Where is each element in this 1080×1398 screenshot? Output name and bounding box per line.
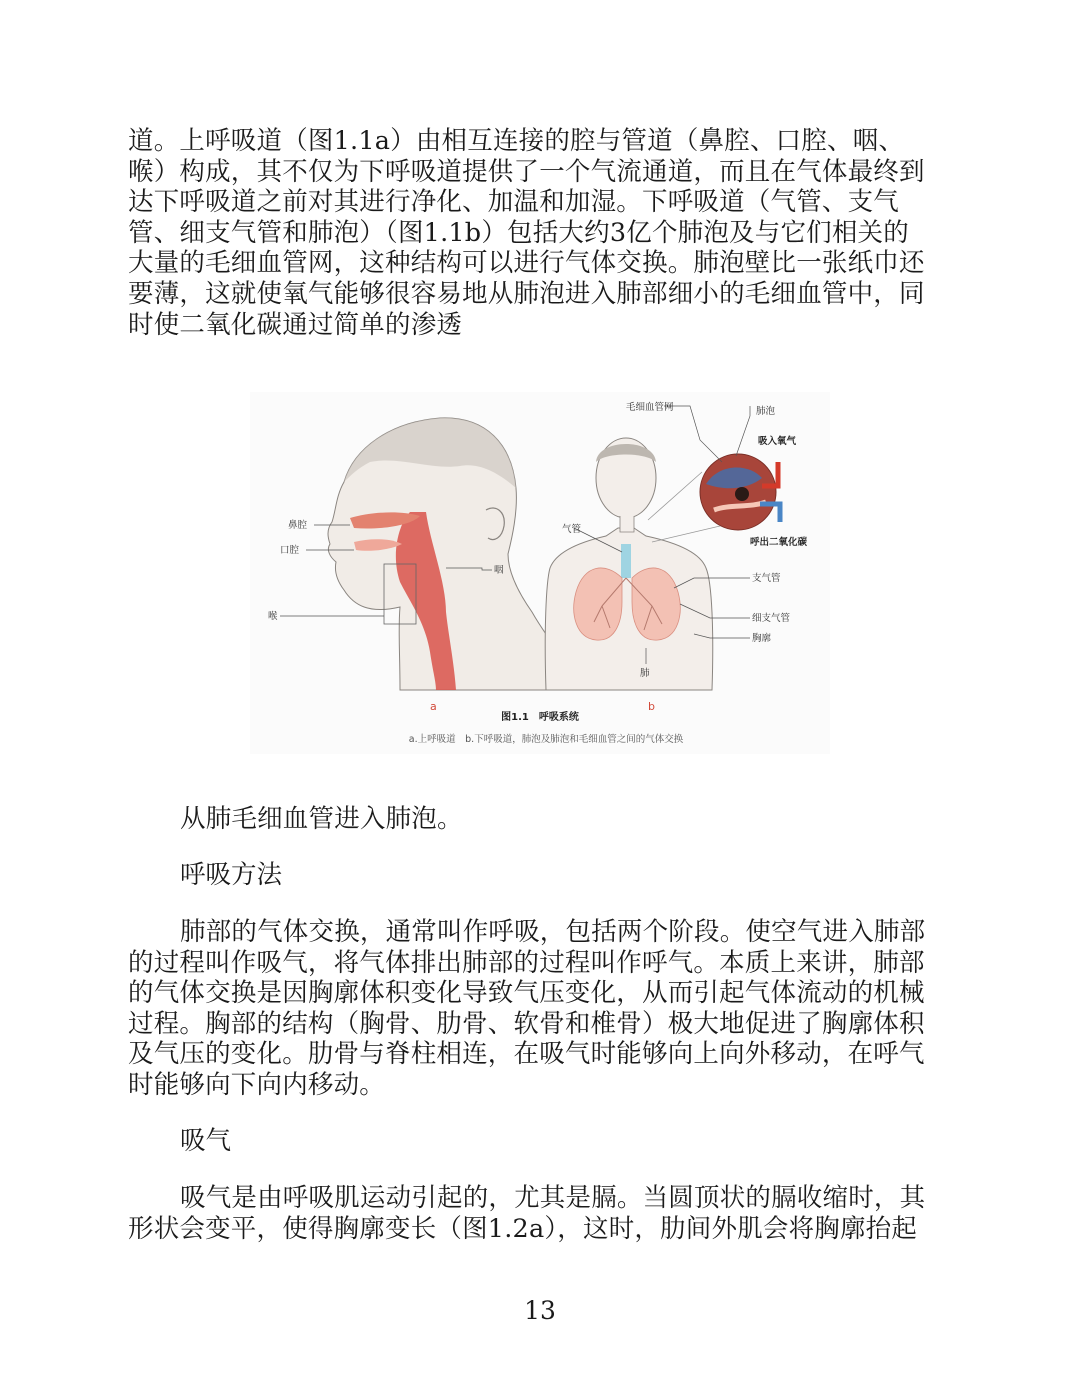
label-panel-a: a bbox=[430, 700, 437, 713]
text-line: 达下呼吸道之前对其进行净化、加温和加湿。下呼吸道（气管、支气 bbox=[128, 187, 900, 218]
figure-caption-title: 图1.1 呼吸系统 bbox=[501, 712, 579, 723]
text-line: 时能够向下向内移动。 bbox=[128, 1069, 386, 1100]
text-line: 时使二氧化碳通过简单的渗透 bbox=[128, 309, 463, 340]
paragraph-3 bbox=[128, 917, 950, 1101]
text-line: 形状会变平，使得胸廓变长（图1.2a），这时，肋间外肌会将胸廓抬起 bbox=[128, 1213, 918, 1244]
label-ribcage: 胸廓 bbox=[752, 633, 772, 644]
label-larynx: 喉 bbox=[268, 611, 278, 622]
section-heading-breathing-method: 呼吸方法 bbox=[180, 860, 283, 890]
text-line: 的气体交换是因胸廓体积变化导致气压变化，从而引起气体流动的机械 bbox=[128, 978, 925, 1009]
page-number: 13 bbox=[524, 1296, 556, 1325]
text-line: 道。上呼吸道（图1.1a）由相互连接的腔与管道（鼻腔、口腔、咽、 bbox=[128, 126, 905, 156]
label-exhale-co2: 呼出二氧化碳 bbox=[750, 537, 808, 548]
text-line: 过程。胸部的结构（胸骨、肋骨、软骨和椎骨）极大地促进了胸廓体积 bbox=[128, 1008, 925, 1039]
figure-caption-subtitle: a.上呼吸道 b.下呼吸道，肺泡及肺泡和毛细血管之间的气体交换 bbox=[408, 734, 684, 745]
section-heading-inhalation: 吸气 bbox=[180, 1126, 232, 1156]
text-line: 喉）构成，其不仅为下呼吸道提供了一个气流通道，而且在气体最终到 bbox=[128, 156, 925, 187]
paragraph-4 bbox=[128, 1183, 950, 1244]
text-line: 从肺毛细血管进入肺泡。 bbox=[180, 804, 463, 834]
text-line: 要薄，这就使氧气能够很容易地从肺泡进入肺部细小的毛细血管中，同 bbox=[128, 278, 925, 309]
label-nasal-cavity: 鼻腔 bbox=[288, 520, 308, 531]
label-bronchi: 支气管 bbox=[752, 573, 781, 584]
label-oral-cavity: 口腔 bbox=[280, 545, 300, 556]
paragraph-1 bbox=[128, 126, 950, 340]
text-line: 的过程叫作吸气，将气体排出肺部的过程叫作呼气。本质上来讲，肺部 bbox=[128, 947, 925, 978]
label-trachea: 气管 bbox=[562, 524, 582, 535]
label-alveoli: 肺泡 bbox=[756, 406, 776, 417]
text-line: 大量的毛细血管网，这种结构可以进行气体交换。肺泡壁比一张纸巾还 bbox=[128, 248, 925, 279]
text-line: 及气压的变化。肋骨与脊柱相连，在吸气时能够向上向外移动，在呼气 bbox=[128, 1039, 925, 1070]
label-capillary-network: 毛细血管网 bbox=[626, 402, 674, 413]
label-pharynx: 咽 bbox=[494, 565, 504, 576]
label-bronchioles: 细支气管 bbox=[752, 613, 791, 624]
figure-respiratory-system bbox=[250, 392, 830, 754]
label-panel-b: b bbox=[648, 700, 655, 713]
label-lung: 肺 bbox=[640, 668, 650, 679]
text-line: 吸气是由呼吸肌运动引起的，尤其是膈。当圆顶状的膈收缩时，其 bbox=[180, 1183, 926, 1213]
paragraph-2 bbox=[128, 804, 1002, 835]
label-inhale-oxygen: 吸入氧气 bbox=[758, 436, 797, 447]
text-line: 管、细支气管和肺泡）（图1.1b）包括大约3亿个肺泡及与它们相关的 bbox=[128, 217, 909, 248]
text-line: 肺部的气体交换，通常叫作呼吸，包括两个阶段。使空气进入肺部 bbox=[180, 917, 926, 947]
